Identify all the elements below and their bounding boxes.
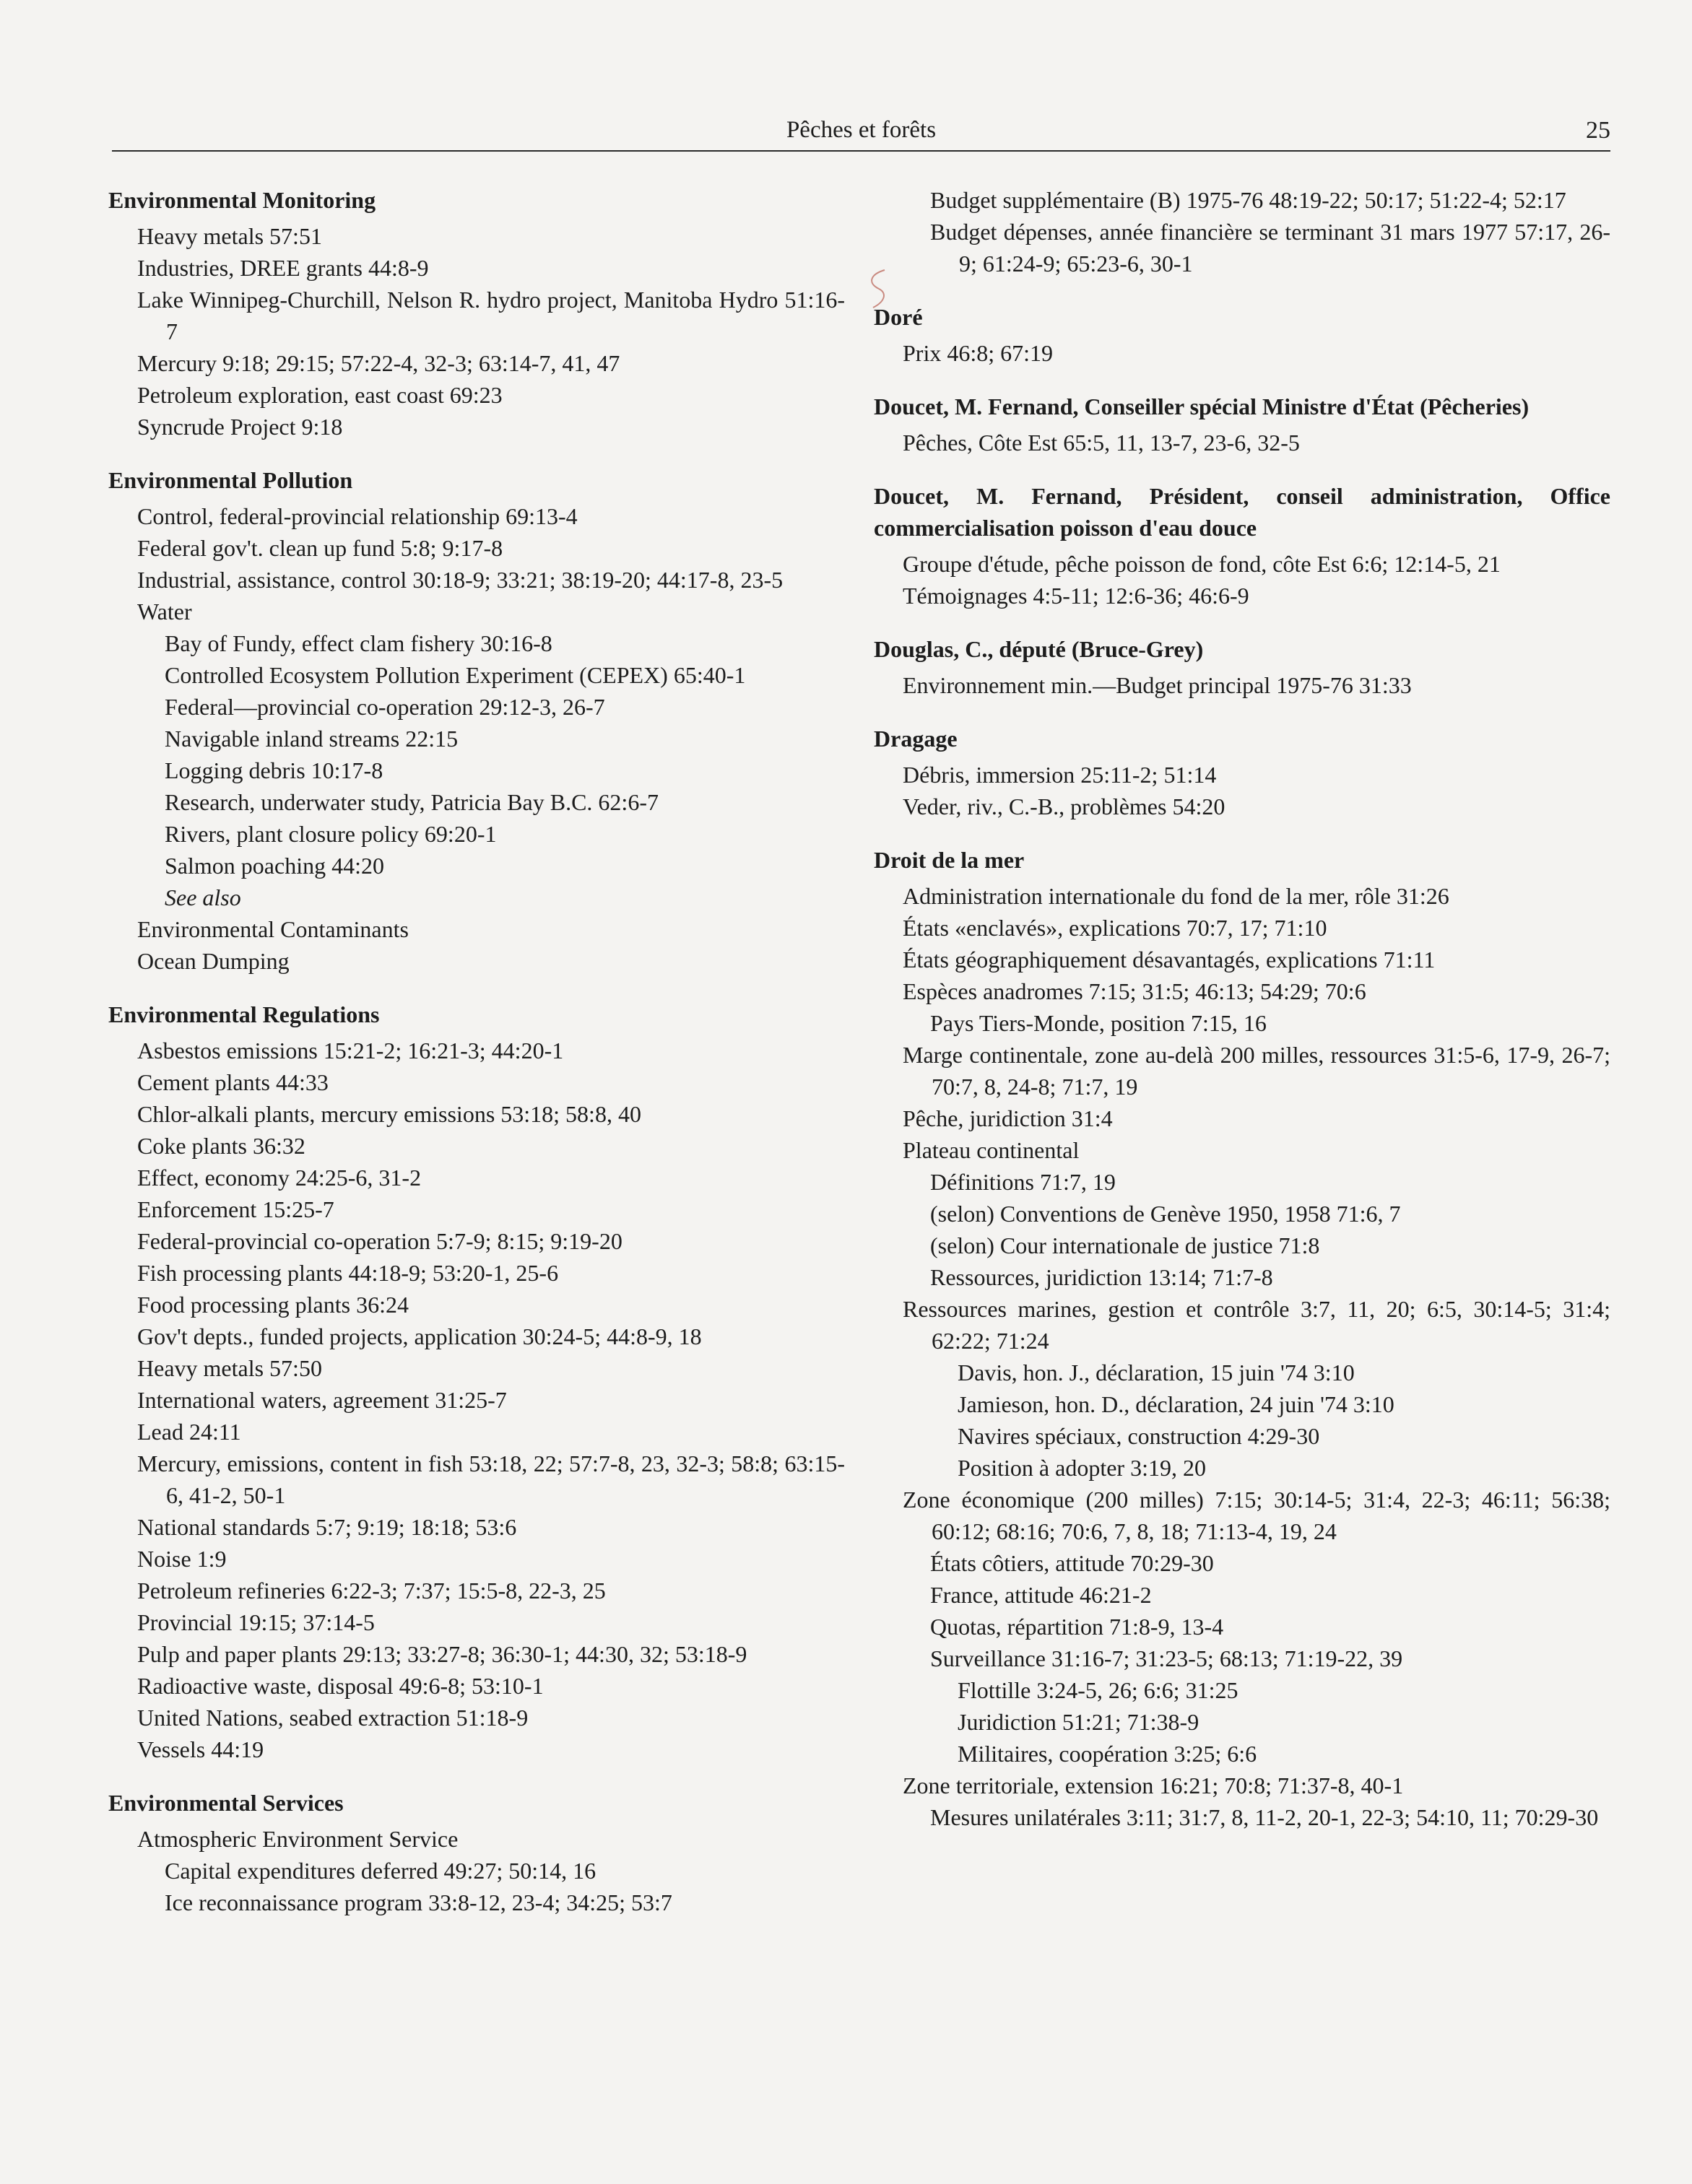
index-section bbox=[108, 999, 845, 1765]
index-entry: Débris, immersion 25:11-2; 51:14 bbox=[903, 762, 1217, 788]
index-entry: Fish processing plants 44:18-9; 53:20-1, 25-6 bbox=[137, 1260, 559, 1286]
index-entry: Environmental Contaminants bbox=[137, 916, 409, 942]
index-section bbox=[874, 391, 1610, 458]
index-entry: Industrial, assistance, control 30:18-9; 33:21; 38:19-20; 44:17-8, 23-5 bbox=[137, 567, 784, 593]
index-entry: Pêches, Côte Est 65:5, 11, 13-7, 23-6, 32-5 bbox=[903, 430, 1300, 456]
index-entry: Gov't depts., funded projects, application 30:24-5; 44:8-9, 18 bbox=[137, 1323, 702, 1349]
index-entry: Effect, economy 24:25-6, 31-2 bbox=[137, 1165, 422, 1191]
index-entry: France, attitude 46:21-2 bbox=[930, 1582, 1152, 1608]
index-heading: Environmental Regulations bbox=[108, 1001, 380, 1027]
index-entry: International waters, agreement 31:25-7 bbox=[137, 1387, 507, 1413]
index-entry: Pulp and paper plants 29:13; 33:27-8; 36:30-1; 44:30, 32; 53:18-9 bbox=[137, 1641, 747, 1667]
index-entry: États côtiers, attitude 70:29-30 bbox=[930, 1550, 1214, 1576]
index-entry: Mesures unilatérales 3:11; 31:7, 8, 11-2, 20-1, 22-3; 54:10, 11; 70:29-30 bbox=[930, 1804, 1599, 1830]
index-heading: Doucet, M. Fernand, Conseiller spécial Ministre d'État (Pêcheries) bbox=[874, 393, 1530, 419]
index-entry: Food processing plants 36:24 bbox=[137, 1292, 409, 1318]
index-entry: Veder, riv., C.-B., problèmes 54:20 bbox=[903, 793, 1225, 819]
index-section bbox=[874, 184, 1610, 279]
index-entry: Témoignages 4:5-11; 12:6-36; 46:6-9 bbox=[903, 583, 1249, 609]
index-entry: Water bbox=[137, 599, 192, 625]
index-section bbox=[874, 633, 1610, 701]
index-entry: Federal-provincial co-operation 5:7-9; 8:15; 9:19-20 bbox=[137, 1228, 622, 1254]
index-entry: Heavy metals 57:50 bbox=[137, 1355, 322, 1381]
index-entry: Environnement min.—Budget principal 1975-76 31:33 bbox=[903, 672, 1412, 698]
index-entry: Research, underwater study, Patricia Bay B.C. 62:6-7 bbox=[165, 789, 659, 815]
index-entry: National standards 5:7; 9:19; 18:18; 53:6 bbox=[137, 1514, 517, 1540]
index-entry: Salmon poaching 44:20 bbox=[165, 853, 384, 879]
index-entry: Navires spéciaux, construction 4:29-30 bbox=[958, 1423, 1320, 1449]
index-heading: Environmental Services bbox=[108, 1790, 344, 1816]
index-entry: Petroleum refineries 6:22-3; 7:37; 15:5-8, 22-3, 25 bbox=[137, 1578, 606, 1604]
index-entry: Atmospheric Environment Service bbox=[137, 1826, 459, 1852]
page-header bbox=[112, 114, 1610, 152]
index-section bbox=[108, 184, 845, 443]
index-entry: États «enclavés», explications 70:7, 17; 71:10 bbox=[903, 915, 1327, 941]
index-heading: Doucet, M. Fernand, Président, conseil administration, Office commercialisation poisson d'eau douce bbox=[874, 483, 1610, 541]
index-heading: Douglas, C., député (Bruce-Grey) bbox=[874, 636, 1204, 662]
index-entry: Ressources marines, gestion et contrôle 3:7, 11, 20; 6:5, 30:14-5; 31:4; 62:22; 71:24 bbox=[903, 1296, 1610, 1354]
index-entry: Flottille 3:24-5, 26; 6:6; 31:25 bbox=[958, 1677, 1238, 1703]
index-entry: Heavy metals 57:51 bbox=[137, 223, 322, 249]
index-entry: Marge continentale, zone au-delà 200 milles, ressources 31:5-6, 17-9, 26-7; 70:7, 8, 24-8; 71:7, 19 bbox=[903, 1042, 1610, 1100]
index-entry: Ice reconnaissance program 33:8-12, 23-4; 34:25; 53:7 bbox=[165, 1889, 672, 1915]
index-entry: Provincial 19:15; 37:14-5 bbox=[137, 1609, 375, 1635]
index-entry: Logging debris 10:17-8 bbox=[165, 757, 383, 783]
index-entry: Budget dépenses, année financière se terminant 31 mars 1977 57:17, 26-9; 61:24-9; 65:23-6, 30-1 bbox=[930, 219, 1610, 277]
index-entry: Quotas, répartition 71:8-9, 13-4 bbox=[930, 1614, 1224, 1640]
index-entry: Groupe d'étude, pêche poisson de fond, côte Est 6:6; 12:14-5, 21 bbox=[903, 551, 1501, 577]
index-entry: Vessels 44:19 bbox=[137, 1736, 264, 1762]
index-entry: (selon) Conventions de Genève 1950, 1958 71:6, 7 bbox=[930, 1201, 1401, 1227]
index-entry: Espèces anadromes 7:15; 31:5; 46:13; 54:29; 70:6 bbox=[903, 978, 1366, 1004]
index-heading: Environmental Monitoring bbox=[108, 187, 376, 213]
index-entry: Définitions 71:7, 19 bbox=[930, 1169, 1116, 1195]
running-title: Pêches et forêts bbox=[786, 117, 937, 143]
index-entry: Surveillance 31:16-7; 31:23-5; 68:13; 71:19-22, 39 bbox=[930, 1645, 1403, 1671]
left-column bbox=[108, 184, 845, 1940]
index-entry: Lake Winnipeg-Churchill, Nelson R. hydro project, Manitoba Hydro 51:16-7 bbox=[137, 287, 845, 344]
index-entry: Mercury, emissions, content in fish 53:18, 22; 57:7-8, 23, 32-3; 58:8; 63:15-6, 41-2, 50-1 bbox=[137, 1450, 845, 1508]
index-entry: Rivers, plant closure policy 69:20-1 bbox=[165, 821, 497, 847]
index-entry: Petroleum exploration, east coast 69:23 bbox=[137, 382, 503, 408]
index-entry: Juridiction 51:21; 71:38-9 bbox=[958, 1709, 1199, 1735]
index-entry: Position à adopter 3:19, 20 bbox=[958, 1455, 1206, 1481]
index-entry: Capital expenditures deferred 49:27; 50:14, 16 bbox=[165, 1858, 596, 1884]
index-entry: Plateau continental bbox=[903, 1137, 1080, 1163]
index-entry: Ocean Dumping bbox=[137, 948, 290, 974]
index-entry: Administration internationale du fond de la mer, rôle 31:26 bbox=[903, 883, 1449, 909]
index-entry: Cement plants 44:33 bbox=[137, 1069, 329, 1095]
index-entry: Industries, DREE grants 44:8-9 bbox=[137, 255, 429, 281]
index-entry: Federal—provincial co-operation 29:12-3, 26-7 bbox=[165, 694, 605, 720]
index-entry: Pays Tiers-Monde, position 7:15, 16 bbox=[930, 1010, 1267, 1036]
index-entry: Noise 1:9 bbox=[137, 1546, 227, 1572]
index-entry: Ressources, juridiction 13:14; 71:7-8 bbox=[930, 1264, 1273, 1290]
index-entry: États géographiquement désavantagés, explications 71:11 bbox=[903, 947, 1436, 973]
index-section bbox=[108, 1787, 845, 1918]
index-section bbox=[874, 844, 1610, 1833]
index-entry: Coke plants 36:32 bbox=[137, 1133, 305, 1159]
index-entry: Control, federal-provincial relationship 69:13-4 bbox=[137, 503, 578, 529]
page-number: 25 bbox=[1586, 117, 1610, 144]
index-entry: Zone territoriale, extension 16:21; 70:8; 71:37-8, 40-1 bbox=[903, 1772, 1404, 1798]
index-entry: See also bbox=[165, 884, 241, 910]
index-entry: United Nations, seabed extraction 51:18-9 bbox=[137, 1705, 529, 1731]
index-entry: Navigable inland streams 22:15 bbox=[165, 726, 459, 752]
index-entry: Davis, hon. J., déclaration, 15 juin '74 3:10 bbox=[958, 1359, 1355, 1385]
index-entry: Federal gov't. clean up fund 5:8; 9:17-8 bbox=[137, 535, 503, 561]
index-entry: Bay of Fundy, effect clam fishery 30:16-8 bbox=[165, 630, 552, 656]
index-entry: Jamieson, hon. D., déclaration, 24 juin '74 3:10 bbox=[958, 1391, 1394, 1417]
right-column bbox=[874, 184, 1610, 1855]
index-entry: Radioactive waste, disposal 49:6-8; 53:10-1 bbox=[137, 1673, 544, 1699]
index-entry: Asbestos emissions 15:21-2; 16:21-3; 44:20-1 bbox=[137, 1037, 564, 1063]
index-entry: Lead 24:11 bbox=[137, 1419, 241, 1445]
index-entry: Controlled Ecosystem Pollution Experiment (CEPEX) 65:40-1 bbox=[165, 662, 746, 688]
index-heading: Droit de la mer bbox=[874, 847, 1025, 873]
index-entry: Militaires, coopération 3:25; 6:6 bbox=[958, 1741, 1257, 1767]
index-section bbox=[108, 464, 845, 977]
index-entry: Prix 46:8; 67:19 bbox=[903, 340, 1054, 366]
index-entry: Syncrude Project 9:18 bbox=[137, 414, 343, 440]
index-section bbox=[874, 480, 1610, 612]
index-heading: Dragage bbox=[874, 726, 958, 752]
index-entry: Budget supplémentaire (B) 1975-76 48:19-22; 50:17; 51:22-4; 52:17 bbox=[930, 187, 1566, 213]
index-entry: Pêche, juridiction 31:4 bbox=[903, 1105, 1113, 1131]
index-entry: Enforcement 15:25-7 bbox=[137, 1196, 334, 1222]
index-heading: Doré bbox=[874, 304, 923, 330]
index-entry: Zone économique (200 milles) 7:15; 30:14-5; 31:4, 22-3; 46:11; 56:38; 60:12; 68:16; 70:6, 7, 8, 18; 71:13-4, 19, 24 bbox=[903, 1487, 1610, 1544]
index-entry: Chlor-alkali plants, mercury emissions 53:18; 58:8, 40 bbox=[137, 1101, 641, 1127]
index-section bbox=[874, 723, 1610, 822]
index-entry: (selon) Cour internationale de justice 71:8 bbox=[930, 1232, 1320, 1258]
index-section bbox=[874, 301, 1610, 369]
index-heading: Environmental Pollution bbox=[108, 467, 353, 493]
index-entry: Mercury 9:18; 29:15; 57:22-4, 32-3; 63:14-7, 41, 47 bbox=[137, 350, 620, 376]
